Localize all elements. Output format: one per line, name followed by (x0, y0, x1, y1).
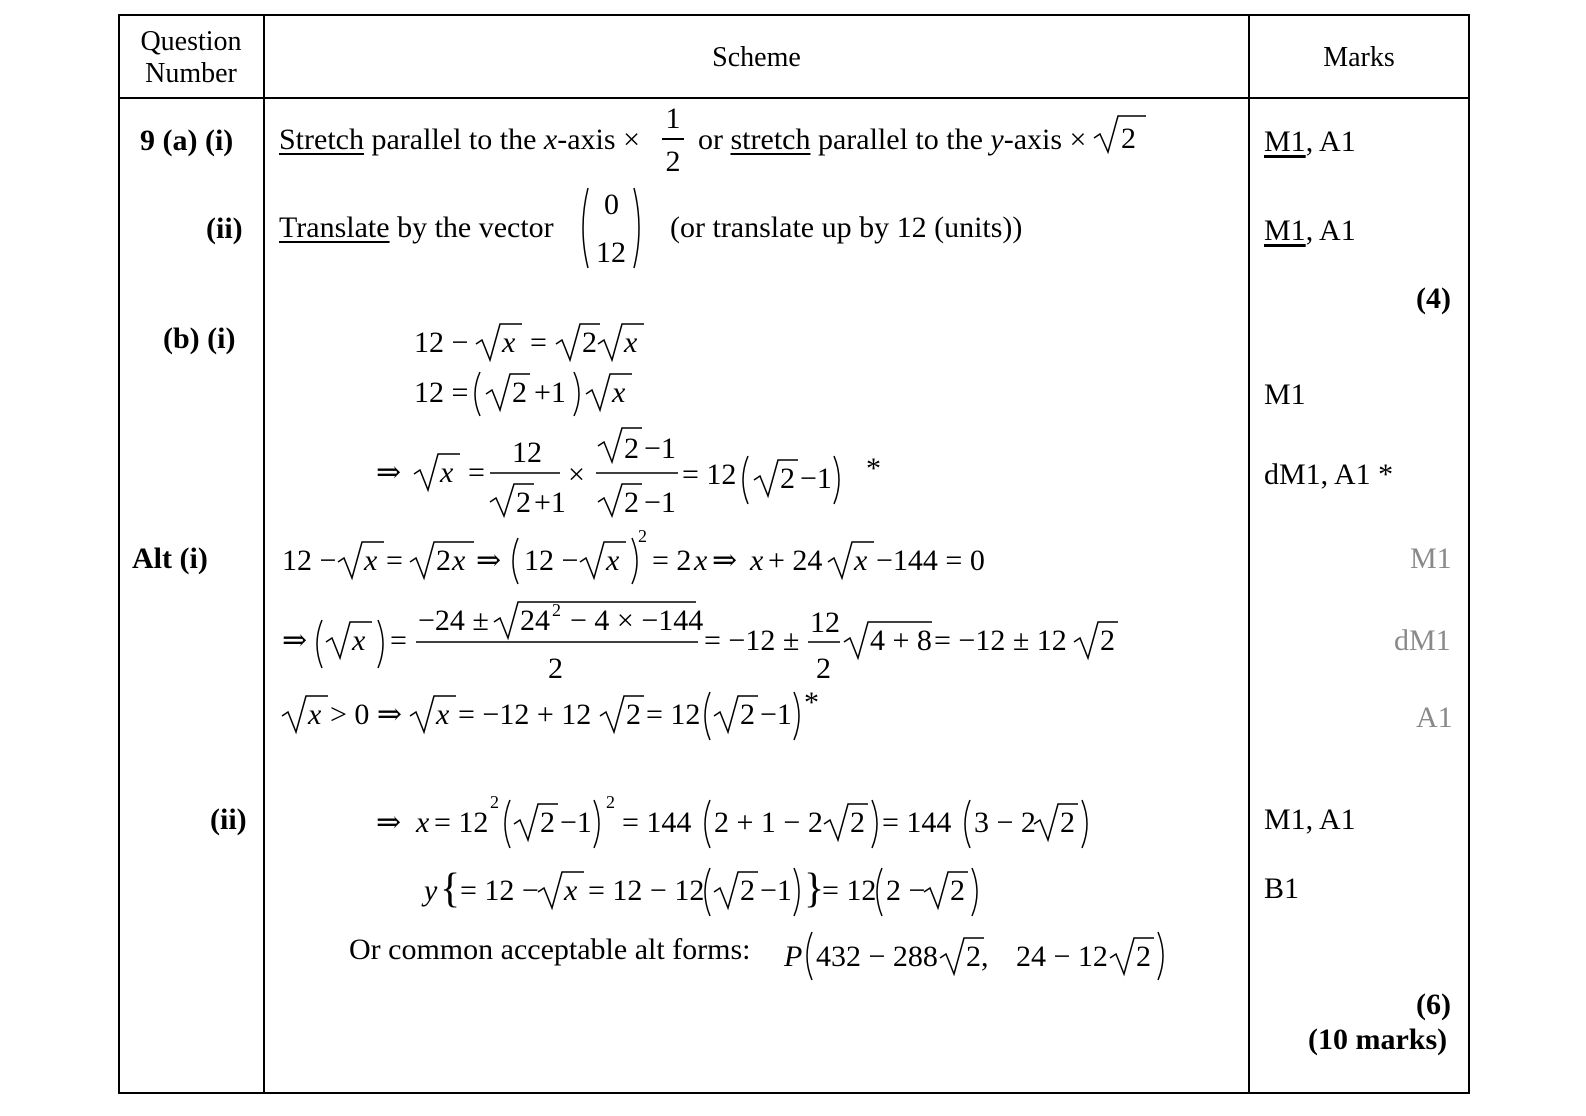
svg-text:= −12 + 12: = −12 + 12 (458, 698, 592, 731)
svg-text:+ 24: + 24 (768, 544, 823, 577)
translate-statement (279, 213, 554, 243)
svg-text:2: 2 (1060, 806, 1075, 839)
svg-text:−144 = 0: −144 = 0 (876, 544, 985, 577)
svg-text:12 −: 12 − (282, 544, 337, 577)
svg-text:2: 2 (780, 462, 795, 495)
svg-text:x: x (564, 874, 578, 907)
svg-text:x: x (440, 456, 454, 489)
svg-text:2: 2 (512, 376, 527, 409)
column-divider-question (263, 14, 265, 1094)
sqrt-two-symbol (1088, 112, 1158, 156)
axis-text: -axis × (557, 123, 640, 156)
fraction-denominator: 2 (665, 145, 681, 178)
svg-text:}: } (804, 866, 825, 912)
svg-text:= 144: = 144 (622, 806, 692, 839)
svg-text:+1: +1 (534, 376, 566, 409)
svg-text:= 12: = 12 (682, 458, 737, 491)
svg-text:x: x (502, 326, 516, 359)
svg-text:2: 2 (850, 806, 865, 839)
svg-text:12 −: 12 − (524, 544, 579, 577)
or-word: or (698, 123, 723, 156)
svg-text:=: = (530, 326, 547, 359)
svg-text:2: 2 (1136, 940, 1151, 973)
alt-marks-1: M1 (1410, 542, 1452, 575)
svg-text:⇒: ⇒ (712, 544, 738, 577)
marks-a-i: M1, A1 (1264, 125, 1356, 158)
stretch-word: Stretch (279, 123, 364, 156)
svg-text:2,: 2, (966, 940, 989, 973)
header-question-line2: Number (145, 58, 237, 89)
svg-text:x: x (694, 544, 708, 577)
axis-text-2: -axis × (1003, 123, 1087, 156)
y-variable: y (990, 123, 1004, 156)
header-scheme: Scheme (712, 42, 801, 73)
marks-b-total: (6) (1416, 988, 1451, 1021)
svg-text:2: 2 (548, 652, 563, 685)
svg-text:2: 2 (740, 874, 755, 907)
svg-text:⇒: ⇒ (476, 544, 502, 577)
svg-text:x: x (606, 544, 620, 577)
svg-text:= 12: = 12 (646, 698, 701, 731)
svg-text:= 2: = 2 (652, 544, 692, 577)
svg-text:24: 24 (520, 604, 550, 637)
svg-text:x: x (364, 544, 378, 577)
vector-bottom: 12 (596, 236, 626, 269)
svg-text:2: 2 (626, 698, 641, 731)
svg-text:{: { (440, 866, 461, 912)
stretch-y-statement (698, 125, 1086, 155)
stretch-text: parallel to the (371, 123, 537, 156)
svg-text:2 −: 2 − (886, 874, 926, 907)
total-marks: (10 marks) (1308, 1023, 1448, 1056)
equation-b-ii-1 (372, 786, 1092, 850)
svg-text:12 =: 12 = (414, 376, 469, 409)
svg-text:2: 2 (436, 544, 451, 577)
svg-text:2 + 1 − 2: 2 + 1 − 2 (714, 806, 823, 839)
svg-text:2: 2 (582, 326, 597, 359)
svg-text:⇒: ⇒ (376, 806, 402, 839)
svg-text:= 12 − 12: = 12 − 12 (588, 874, 705, 907)
equation-b-1 (410, 316, 650, 366)
stretch-word-2: stretch (730, 123, 811, 156)
svg-text:2: 2 (624, 486, 639, 519)
svg-text:−1: −1 (760, 698, 792, 731)
point-p-alt-form (780, 920, 1180, 984)
part-label-b-ii: (ii) (210, 803, 247, 836)
svg-text:= 144: = 144 (882, 806, 952, 839)
alt-equation-3 (278, 680, 838, 742)
header-question-line1: Question (140, 26, 242, 57)
svg-text:−24 ±: −24 ± (418, 604, 489, 637)
svg-text:x: x (452, 544, 466, 577)
svg-text:=: = (468, 456, 485, 489)
header-divider (118, 97, 1470, 99)
marks-a-total: (4) (1416, 282, 1451, 315)
svg-text:2: 2 (1100, 624, 1115, 657)
svg-text:432 − 288: 432 − 288 (816, 940, 938, 973)
equation-b-3 (372, 428, 892, 520)
svg-text:2: 2 (740, 698, 755, 731)
svg-text:3 − 2: 3 − 2 (974, 806, 1036, 839)
column-vector (578, 184, 648, 272)
svg-text:x: x (854, 544, 868, 577)
svg-text:x: x (416, 806, 430, 839)
svg-text:2: 2 (624, 432, 639, 465)
svg-text:= 12: = 12 (822, 874, 877, 907)
part-label-a-ii: (ii) (206, 212, 243, 245)
svg-text:4 + 8: 4 + 8 (870, 624, 932, 657)
svg-text:12 −: 12 − (414, 326, 469, 359)
svg-text:P: P (784, 940, 803, 973)
svg-text:−1: −1 (644, 432, 676, 465)
svg-text:x: x (352, 624, 366, 657)
sqrt-two-radicand: 2 (1121, 122, 1136, 155)
svg-text:− 4 × −144: − 4 × −144 (570, 604, 704, 637)
svg-text:12: 12 (512, 436, 542, 469)
alt-marks-2: dM1 (1394, 624, 1451, 657)
svg-text:2: 2 (638, 526, 647, 546)
svg-text:x: x (750, 544, 764, 577)
svg-text:= −12 ±: = −12 ± (704, 624, 800, 657)
star-mark: * (866, 452, 881, 485)
svg-text:−1: −1 (644, 486, 676, 519)
svg-text:24 − 12: 24 − 12 (1016, 940, 1108, 973)
svg-text:x: x (612, 376, 626, 409)
svg-text:=: = (390, 624, 407, 657)
svg-text:= 12 −: = 12 − (460, 874, 539, 907)
svg-text:=: = (386, 544, 403, 577)
svg-text:= 12: = 12 (434, 806, 489, 839)
svg-text:2: 2 (516, 486, 531, 519)
vector-top: 0 (604, 188, 619, 221)
svg-text:−1: −1 (800, 462, 832, 495)
svg-text:x: x (624, 326, 638, 359)
alt-forms-text: Or common acceptable alt forms: (349, 933, 751, 966)
header-marks: Marks (1323, 42, 1395, 73)
equation-b-2 (410, 366, 650, 420)
alt-equation-2 (278, 592, 1118, 684)
svg-text:2: 2 (552, 600, 561, 620)
marks-b-ii-2: B1 (1264, 872, 1300, 905)
svg-text:2: 2 (950, 874, 965, 907)
column-divider-marks (1248, 14, 1250, 1094)
svg-text:> 0 ⇒: > 0 ⇒ (330, 698, 403, 731)
alt-marks-3: A1 (1416, 701, 1453, 734)
equation-b-ii-2 (420, 856, 1020, 920)
svg-text:2: 2 (606, 792, 615, 812)
part-label-b-i: (b) (i) (163, 322, 236, 355)
svg-text:y: y (424, 874, 438, 907)
svg-text:+1: +1 (534, 486, 566, 519)
svg-text:x: x (308, 698, 322, 731)
svg-text:−1: −1 (560, 806, 592, 839)
svg-text:−1: −1 (760, 874, 792, 907)
translate-word: Translate (279, 211, 390, 244)
svg-text:x: x (436, 698, 450, 731)
fraction-numerator: 1 (665, 102, 681, 135)
marks-b-ii-1: M1, A1 (1264, 803, 1356, 836)
stretch-x-statement (279, 125, 640, 155)
stretch-text-2: parallel to the (817, 123, 983, 156)
alt-equation-1 (278, 524, 998, 584)
svg-text:12: 12 (810, 606, 840, 639)
part-label-a-i: 9 (a) (i) (140, 124, 234, 157)
translate-alt-text: (or translate up by 12 (units)) (670, 211, 1023, 244)
marks-b-eq2: M1 (1264, 378, 1306, 411)
part-label-alt-i: Alt (i) (132, 542, 208, 575)
fraction-bar (662, 138, 684, 140)
svg-text:2: 2 (816, 652, 831, 685)
svg-text:2: 2 (490, 792, 499, 812)
svg-text:= −12 ± 12: = −12 ± 12 (934, 624, 1067, 657)
marks-a-ii: M1, A1 (1264, 214, 1356, 247)
translate-text: by the vector (397, 211, 554, 244)
svg-text:*: * (804, 686, 819, 719)
x-variable: x (543, 123, 558, 156)
svg-text:2: 2 (540, 806, 555, 839)
marks-b-eq3: dM1, A1 * (1264, 458, 1394, 491)
svg-text:⇒: ⇒ (282, 624, 308, 657)
svg-text:×: × (568, 458, 585, 491)
svg-text:⇒: ⇒ (376, 456, 402, 489)
